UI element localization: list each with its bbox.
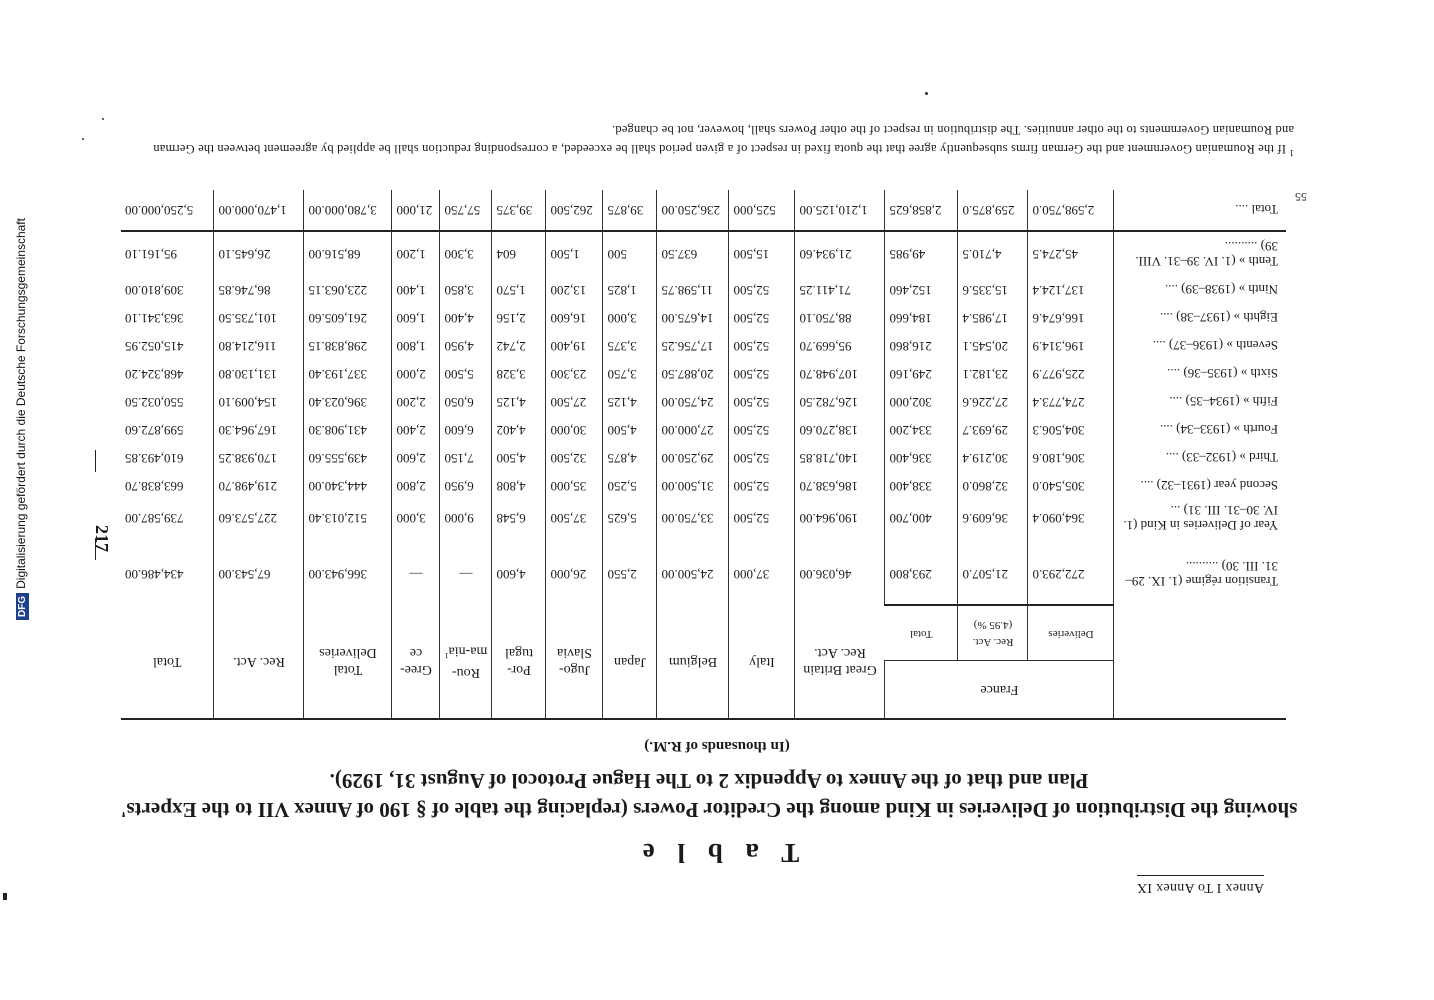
table-cell: 272,293.0 <box>1028 544 1114 605</box>
table-cell: 68,516.00 <box>304 231 392 276</box>
table-cell: 52,500 <box>729 304 795 332</box>
row-label: Fourth » (1933–34) .... <box>1114 416 1286 444</box>
table-cell: 1,200 <box>392 231 440 276</box>
table-cell: 24,750.00 <box>657 388 729 416</box>
table-cell: 637.50 <box>657 231 729 276</box>
table-cell: 17,985.4 <box>958 304 1028 332</box>
table-cell: 4,125 <box>492 388 546 416</box>
header-france-total: Total <box>885 605 958 661</box>
table-cell: 21,934.60 <box>795 231 885 276</box>
table-cell: 186,638.70 <box>795 472 885 500</box>
row-label: Ninth » (1938–39) .... <box>1114 276 1286 304</box>
row-label: Total .... <box>1114 190 1286 231</box>
table-cell: 57,750 <box>440 190 492 231</box>
table-row <box>121 472 1286 500</box>
table-cell: 4,600 <box>492 544 546 605</box>
table-cell: 5,625 <box>603 500 657 536</box>
row-label: Tenth » (1. IV. 39–31. VIII. 39) .......... <box>1114 231 1286 276</box>
table-cell: 396,023.40 <box>304 388 392 416</box>
header-roumania <box>440 605 492 719</box>
spacer-cell <box>492 536 546 544</box>
table-cell: 227,573.60 <box>214 500 304 536</box>
spacer-cell <box>546 536 603 544</box>
table-cell: 5,500 <box>440 360 492 388</box>
table-cell: 21,000 <box>392 190 440 231</box>
table-cell: 338,400 <box>885 472 958 500</box>
table-cell: 259,875.0 <box>958 190 1028 231</box>
table-cell: 32,500 <box>546 444 603 472</box>
table-cell: 4,875 <box>603 444 657 472</box>
table-cell: 6,600 <box>440 416 492 444</box>
table-cell: 225,977.9 <box>1028 360 1114 388</box>
table-cell: 86,746.85 <box>214 276 304 304</box>
table-cell: 444,340.00 <box>304 472 392 500</box>
spacer-cell <box>657 536 729 544</box>
page-edge-mark <box>3 893 7 900</box>
table-cell: 52,500 <box>729 332 795 360</box>
header-greece: Gree-ce <box>392 605 440 719</box>
table-cell: 439,555.60 <box>304 444 392 472</box>
header-japan: Japan <box>603 605 657 719</box>
spacer-cell <box>603 536 657 544</box>
table-cell: 3,750 <box>603 360 657 388</box>
table-cell: 14,675.00 <box>657 304 729 332</box>
table-cell: 262,500 <box>546 190 603 231</box>
table-cell: 337,193.40 <box>304 360 392 388</box>
table-cell: 15,335.6 <box>958 276 1028 304</box>
table-row <box>121 416 1286 444</box>
table-cell: 1,470,000.00 <box>214 190 304 231</box>
table-row <box>121 360 1286 388</box>
table-subtitle <box>84 766 1334 824</box>
table-cell: 52,500 <box>729 444 795 472</box>
table-row <box>121 444 1286 472</box>
table-cell: 219,498.70 <box>214 472 304 500</box>
table-cell: 4,808 <box>492 472 546 500</box>
table-cell: 138,270.60 <box>795 416 885 444</box>
subtitle-line-1: showing the Distribution of Deliveries in Kind among the Creditor Powers (replacing the table of § 190 of Annex VII to the Experts' <box>120 798 1298 822</box>
table-cell: 249,160 <box>885 360 958 388</box>
table-cell: 363,341.10 <box>124 311 184 326</box>
spacer-row <box>121 536 1286 544</box>
table-cell: 400,700 <box>885 500 958 536</box>
table-row <box>121 500 1286 536</box>
table-row <box>121 304 1286 332</box>
table-cell: 17,756.25 <box>657 332 729 360</box>
table-cell: 170,938.25 <box>214 444 304 472</box>
table-cell: 3,375 <box>603 332 657 360</box>
table-cell: — <box>392 544 440 605</box>
table-cell: 3,328 <box>492 360 546 388</box>
table-cell: 2,400 <box>392 416 440 444</box>
header-france-rec-act: Rec. Act. (4.95 %) <box>958 605 1028 661</box>
table-cell: 3,000 <box>392 500 440 536</box>
table-cell: 52,500 <box>729 500 795 536</box>
sidebar-credit-text: Digitalisierung gefördert durch die Deutsche Forschungsgemeinschaft <box>14 218 28 589</box>
headnote-underline <box>1137 875 1264 876</box>
table-cell: 306,180.6 <box>1028 444 1114 472</box>
table-cell: 431,908.30 <box>304 416 392 444</box>
annex-headnote-text: Annex I To Annex IX <box>1136 880 1264 895</box>
table-cell: 2,000 <box>392 360 440 388</box>
table-cell: 4,125 <box>603 388 657 416</box>
row-label: Transition régime (1. IX. 29–31. III. 30) .......... <box>1114 544 1286 605</box>
spacer-cell <box>958 536 1028 544</box>
table-cell: 46,036.00 <box>795 544 885 605</box>
header-total: Total <box>121 605 214 719</box>
table-cell: 137,124.4 <box>1028 276 1114 304</box>
table-cell: 500 <box>603 231 657 276</box>
footnote <box>134 120 1294 162</box>
annex-headnote <box>1137 875 1264 895</box>
spacer-cell <box>121 536 214 544</box>
table-cell: 20,545.1 <box>958 332 1028 360</box>
table-cell: 52,500 <box>729 388 795 416</box>
table-row <box>121 276 1286 304</box>
table-cell: 95,161.10 <box>124 247 177 262</box>
table-row <box>121 388 1286 416</box>
table-cell: 37,000 <box>729 544 795 605</box>
table-cell: 19,400 <box>546 332 603 360</box>
spacer-cell <box>392 536 440 544</box>
sidebar-credit <box>14 218 29 620</box>
table-cell: 302,000 <box>885 388 958 416</box>
table-cell: 4,402 <box>492 416 546 444</box>
table-title: T a b l e <box>634 838 800 868</box>
header-italy: Italy <box>729 605 795 719</box>
spacer-cell <box>214 536 304 544</box>
table-cell: 610,493.85 <box>124 451 184 466</box>
table-cell: 2,800 <box>392 472 440 500</box>
roumania-footnote-mark: 1 <box>444 650 449 660</box>
distribution-table <box>121 190 1286 720</box>
table-cell: 9,000 <box>440 500 492 536</box>
table-cell: 15,500 <box>729 231 795 276</box>
table-cell: 39,875 <box>603 190 657 231</box>
table-cell: 7,150 <box>440 444 492 472</box>
table-cell: 20,887.50 <box>657 360 729 388</box>
spacer-cell <box>729 536 795 544</box>
header-france-deliveries: Deliveries <box>1028 605 1114 661</box>
table-cell: 30,219.4 <box>958 444 1028 472</box>
row-label: Sixth » (1935–36) .... <box>1114 360 1286 388</box>
header-jugoslavia: Jugo-Slavia <box>546 605 603 719</box>
table-cell: 1,210,125.00 <box>795 190 885 231</box>
table-cell: 468,324.20 <box>124 367 184 382</box>
table-cell: 216,860 <box>885 332 958 360</box>
speck <box>82 138 84 140</box>
row-label: Year of Deliveries in Kind (1. IV. 30–31. III. 31) ... <box>1114 500 1286 536</box>
table-row <box>121 231 1286 276</box>
table-cell: 1,825 <box>603 276 657 304</box>
table-cell: 29,250.00 <box>657 444 729 472</box>
table-cell: 236,250.00 <box>657 190 729 231</box>
table-cell: 4,950 <box>440 332 492 360</box>
table-cell: 32,860.0 <box>958 472 1028 500</box>
table-cell: 599,872.60 <box>124 423 184 438</box>
table-cell: 23,300 <box>546 360 603 388</box>
table-cell: 739,587.00 <box>124 511 184 526</box>
table-cell: 26,000 <box>546 544 603 605</box>
table-cell: 5,250 <box>603 472 657 500</box>
table-cell: 3,300 <box>440 231 492 276</box>
row-label: Seventh » (1936–37) .... <box>1114 332 1286 360</box>
spacer-cell <box>440 536 492 544</box>
table-cell: 1,800 <box>392 332 440 360</box>
table-cell: 13,200 <box>546 276 603 304</box>
table-cell: 52,500 <box>729 276 795 304</box>
table-cell: 1,570 <box>492 276 546 304</box>
table-cell: 116,214.80 <box>214 332 304 360</box>
table-cell: 293,800 <box>885 544 958 605</box>
table-row <box>121 332 1286 360</box>
table-cell: 95,669.70 <box>795 332 885 360</box>
table-cell: 131,130.80 <box>214 360 304 388</box>
spacer-cell <box>885 536 958 544</box>
spacer-cell <box>1114 536 1286 544</box>
table-cell: 274,773.4 <box>1028 388 1114 416</box>
header-france: France <box>885 661 1114 719</box>
table-cell: 166,674.6 <box>1028 304 1114 332</box>
table-cell: 604 <box>492 231 546 276</box>
total-row <box>121 190 1286 231</box>
table-cell: 26,645.10 <box>214 231 304 276</box>
page-number-dash-bottom <box>95 450 96 472</box>
table-cell: 434,486.00 <box>124 567 184 583</box>
table-cell: 29,693.7 <box>958 416 1028 444</box>
table-cell: 39,375 <box>492 190 546 231</box>
table-body <box>121 190 1286 605</box>
table-cell: 21,507.0 <box>958 544 1028 605</box>
speck <box>102 118 104 120</box>
table-cell: 1,400 <box>392 276 440 304</box>
table-cell: 24,500.00 <box>657 544 729 605</box>
table-cell: 23,182.1 <box>958 360 1028 388</box>
units-note: (In thousands of R.M.) <box>644 738 790 754</box>
table-cell: 36,609.6 <box>958 500 1028 536</box>
table-cell: 309,810.00 <box>124 283 184 298</box>
table-cell: 88,750.10 <box>795 304 885 332</box>
table-cell: 6,548 <box>492 500 546 536</box>
footnote-text: If the Roumanian Government and the German firms subsequently agree that the quota fixed in respect of a given period shall be exceeded, a corresponding reduction shall be applied by agreement between the German and Roumanian Governments to the other annuities. The distribution in respect of the other Powers shall, however, not be changed. <box>153 122 1294 156</box>
table-cell: 366,943.00 <box>304 544 392 605</box>
table-cell: 152,460 <box>885 276 958 304</box>
table-cell: 336,400 <box>885 444 958 472</box>
table-cell: 2,858,625 <box>885 190 958 231</box>
spacer-cell <box>1028 536 1114 544</box>
table-cell: — <box>440 544 492 605</box>
table-cell: 37,500 <box>546 500 603 536</box>
table-cell: 2,600 <box>392 444 440 472</box>
table-cell: 3,850 <box>440 276 492 304</box>
speck <box>925 92 928 95</box>
table-cell: 33,750.00 <box>657 500 729 536</box>
table-cell: 4,500 <box>492 444 546 472</box>
table-row <box>121 544 1286 605</box>
table-cell: 6,950 <box>440 472 492 500</box>
dfg-logo: DFG <box>16 593 29 620</box>
table-cell: 190,964.00 <box>795 500 885 536</box>
table-cell: 550,032.50 <box>124 395 184 410</box>
table-cell: 663,838.70 <box>124 479 184 494</box>
table-cell: 2,598,750.0 <box>1028 190 1114 231</box>
table-cell: 364,090.4 <box>1028 500 1114 536</box>
table-cell: 6,050 <box>440 388 492 416</box>
table-cell: 223,063.15 <box>304 276 392 304</box>
table-cell: 4,500 <box>603 416 657 444</box>
table-cell: 5,250,000.00 <box>121 190 214 231</box>
table-cell: 27,226.6 <box>958 388 1028 416</box>
table-cell: 27,000.00 <box>657 416 729 444</box>
table-cell: 261,605.60 <box>304 304 392 332</box>
page-number: 217 <box>92 525 112 552</box>
table-cell: 196,314.9 <box>1028 332 1114 360</box>
right-page-number: 55 <box>1295 190 1307 204</box>
header-total-deliveries: Total Deliveries <box>304 605 392 719</box>
table-cell: 27,500 <box>546 388 603 416</box>
table-cell: 11,598.75 <box>657 276 729 304</box>
table-cell: 30,000 <box>546 416 603 444</box>
header-period <box>1114 605 1286 719</box>
row-label: Fifth » (1934–35) .... <box>1114 388 1286 416</box>
table-cell: 334,200 <box>885 416 958 444</box>
table-cell: 49,985 <box>885 231 958 276</box>
table-cell: 4,400 <box>440 304 492 332</box>
table-cell: 154,009.10 <box>214 388 304 416</box>
header-belgium: Belgium <box>657 605 729 719</box>
header-rec-act: Rec. Act. <box>214 605 304 719</box>
table-cell: 3,780,000.00 <box>304 190 392 231</box>
table-cell: 2,550 <box>603 544 657 605</box>
table-cell: 71,411.25 <box>795 276 885 304</box>
table-cell: 184,660 <box>885 304 958 332</box>
table-cell: 2,742 <box>492 332 546 360</box>
row-label: Second year (1931–32) .... <box>1114 472 1286 500</box>
table-cell: 415,052.95 <box>124 339 184 354</box>
table-cell: 304,506.3 <box>1028 416 1114 444</box>
table-cell: 4,710.5 <box>958 231 1028 276</box>
table-cell: 67,543.00 <box>214 544 304 605</box>
table-cell: 305,540.0 <box>1028 472 1114 500</box>
row-label: Third » (1932–33) .... <box>1114 444 1286 472</box>
footnote-mark: 1 <box>1289 148 1294 158</box>
spacer-cell <box>304 536 392 544</box>
table-cell: 52,500 <box>729 360 795 388</box>
header-great-britain: Great Britain Rec. Act. <box>795 605 885 719</box>
table-cell: 31,500.00 <box>657 472 729 500</box>
sidebar-strip <box>14 0 44 1000</box>
table-cell: 52,500 <box>729 416 795 444</box>
table-cell: 126,782.50 <box>795 388 885 416</box>
table-cell: 52,500 <box>729 472 795 500</box>
subtitle-line-2: Plan and that of the Annex to Appendix 2 to The Hague Protocol of August 31, 1929). <box>329 769 1089 793</box>
header-portugal: Por-tugal <box>492 605 546 719</box>
spacer-cell <box>795 536 885 544</box>
table-cell: 1,500 <box>546 231 603 276</box>
table-cell: 140,718.85 <box>795 444 885 472</box>
table-cell: 167,964.30 <box>214 416 304 444</box>
table-cell: 2,200 <box>392 388 440 416</box>
row-label: Eighth » (1937–38) .... <box>1114 304 1286 332</box>
roumania-label: Rou-ma-nia <box>448 643 488 680</box>
table-cell: 298,838.15 <box>304 332 392 360</box>
table-cell: 512,013.40 <box>304 500 392 536</box>
table-cell: 16,600 <box>546 304 603 332</box>
table-cell: 1,600 <box>392 304 440 332</box>
table-cell: 3,000 <box>603 304 657 332</box>
table-cell: 101,735.50 <box>214 304 304 332</box>
table-cell: 107,948.70 <box>795 360 885 388</box>
table-cell: 45,274.5 <box>1028 231 1114 276</box>
table-cell: 525,000 <box>729 190 795 231</box>
table-cell: 35,000 <box>546 472 603 500</box>
table-cell: 2,156 <box>492 304 546 332</box>
